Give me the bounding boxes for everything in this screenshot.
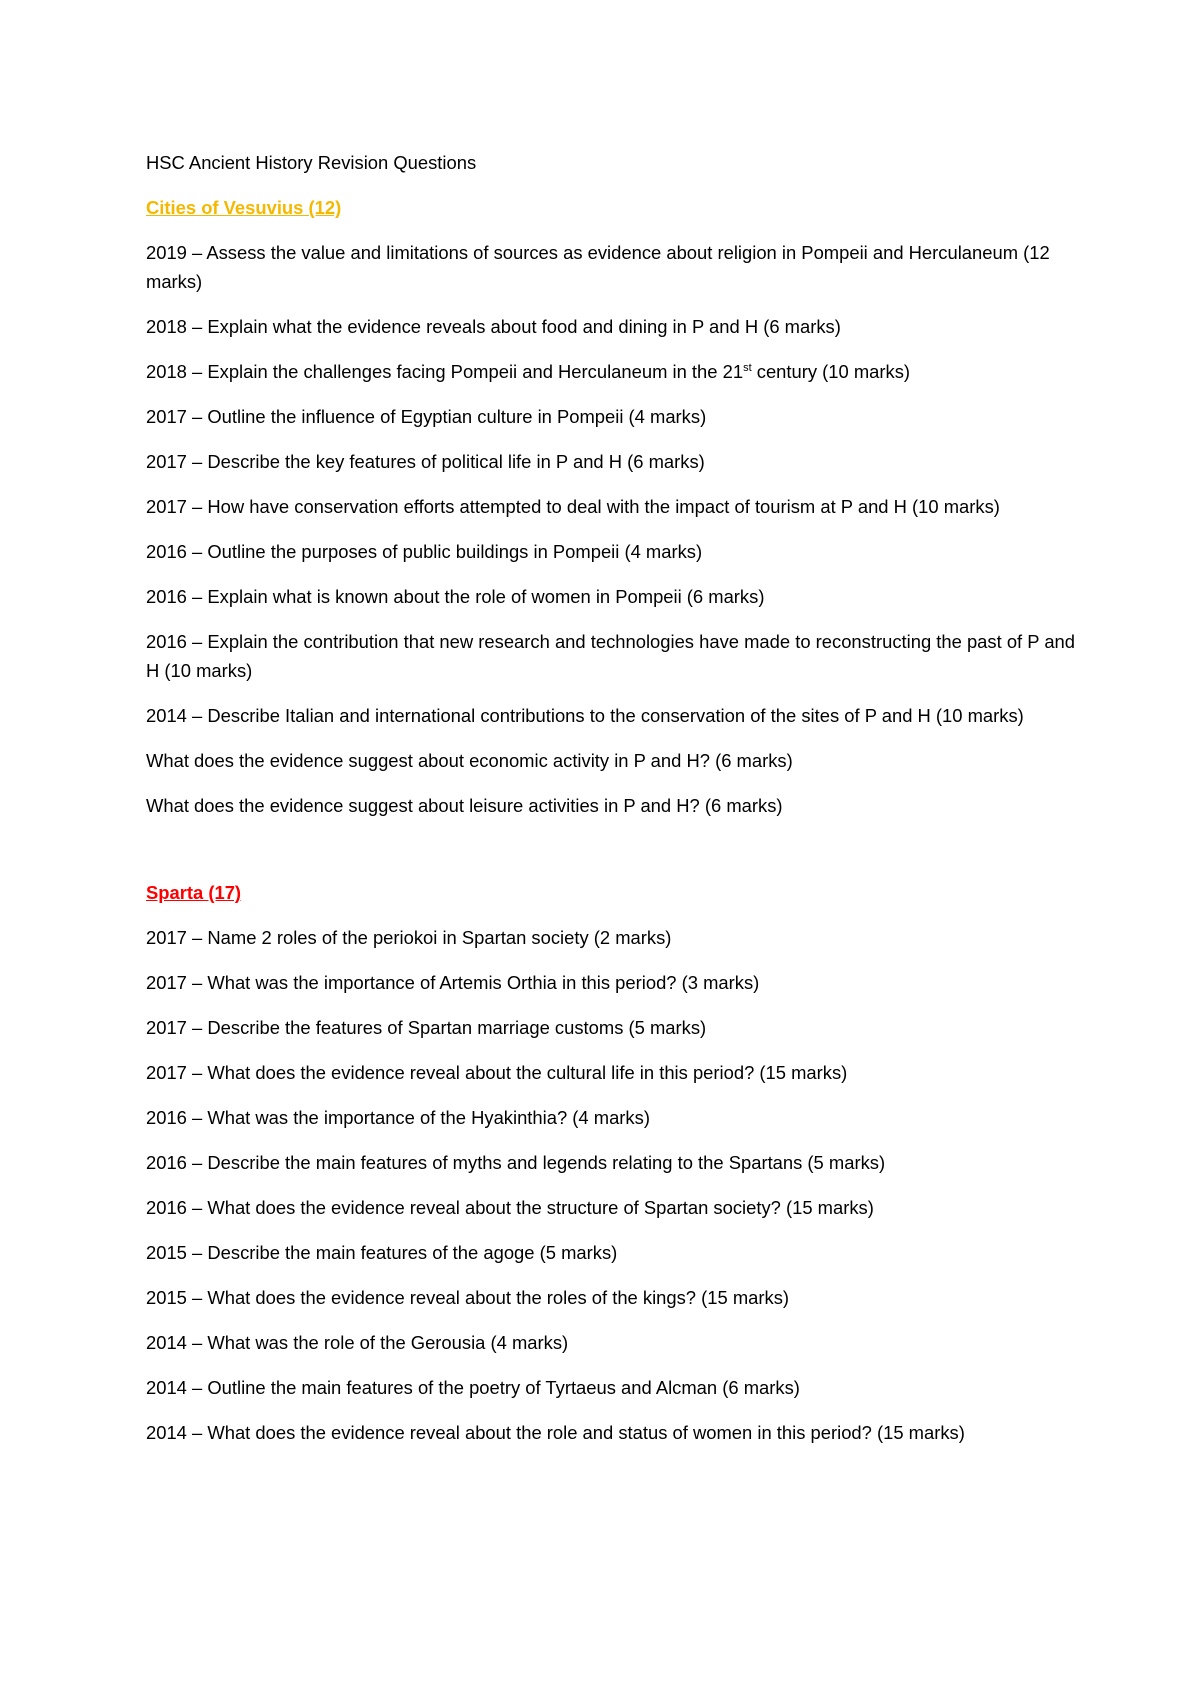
question-text: 2018 – Explain the challenges facing Pompeii and Herculaneum in the 21 xyxy=(146,361,744,382)
section-heading-vesuvius: Cities of Vesuvius (12) xyxy=(146,197,342,218)
question-item: 2018 – Explain what the evidence reveals about food and dining in P and H (6 marks) xyxy=(146,316,841,337)
question-item: What does the evidence suggest about economic activity in P and H? (6 marks) xyxy=(146,750,793,771)
question-item: 2016 – Explain what is known about the role of women in Pompeii (6 marks) xyxy=(146,586,765,607)
question-item: 2017 – How have conservation efforts attempted to deal with the impact of tourism at P and H (10 marks) xyxy=(146,496,1000,517)
question-item: 2019 – Assess the value and limitations of sources as evidence about religion in Pompeii and Herculaneum (12 marks) xyxy=(146,242,1050,292)
question-text: century (10 marks) xyxy=(751,361,911,382)
question-item: 2016 – Describe the main features of myths and legends relating to the Spartans (5 marks) xyxy=(146,1152,886,1173)
question-item: 2015 – What does the evidence reveal about the roles of the kings? (15 marks) xyxy=(146,1287,790,1308)
question-item: 2017 – Outline the influence of Egyptian culture in Pompeii (4 marks) xyxy=(146,406,707,427)
document-body xyxy=(146,148,1076,1463)
question-item: 2017 – Describe the features of Spartan marriage customs (5 marks) xyxy=(146,1017,707,1038)
document-title: HSC Ancient History Revision Questions xyxy=(146,152,477,173)
question-item: What does the evidence suggest about leisure activities in P and H? (6 marks) xyxy=(146,795,783,816)
question-item: 2016 – What does the evidence reveal about the structure of Spartan society? (15 marks) xyxy=(146,1197,874,1218)
question-item: 2017 – What was the importance of Artemis Orthia in this period? (3 marks) xyxy=(146,972,760,993)
question-item: 2014 – Describe Italian and international contributions to the conservation of the sites of P and H (10 marks) xyxy=(146,705,1024,726)
question-item: 2016 – What was the importance of the Hyakinthia? (4 marks) xyxy=(146,1107,650,1128)
question-item: 2017 – Describe the key features of political life in P and H (6 marks) xyxy=(146,451,705,472)
question-item: 2016 – Explain the contribution that new research and technologies have made to reconstructing the past of P and H (10 marks) xyxy=(146,631,1075,681)
question-item: 2014 – What does the evidence reveal about the role and status of women in this period? (15 marks) xyxy=(146,1422,965,1443)
question-item: 2017 – Name 2 roles of the periokoi in Spartan society (2 marks) xyxy=(146,927,672,948)
question-item: 2014 – Outline the main features of the poetry of Tyrtaeus and Alcman (6 marks) xyxy=(146,1377,800,1398)
question-item: 2015 – Describe the main features of the agoge (5 marks) xyxy=(146,1242,618,1263)
question-item: 2017 – What does the evidence reveal about the cultural life in this period? (15 marks) xyxy=(146,1062,848,1083)
ordinal-superscript: st xyxy=(743,362,752,374)
question-item xyxy=(146,357,1076,386)
section-heading-sparta: Sparta (17) xyxy=(146,882,242,903)
question-item: 2016 – Outline the purposes of public buildings in Pompeii (4 marks) xyxy=(146,541,703,562)
question-item: 2014 – What was the role of the Gerousia (4 marks) xyxy=(146,1332,569,1353)
